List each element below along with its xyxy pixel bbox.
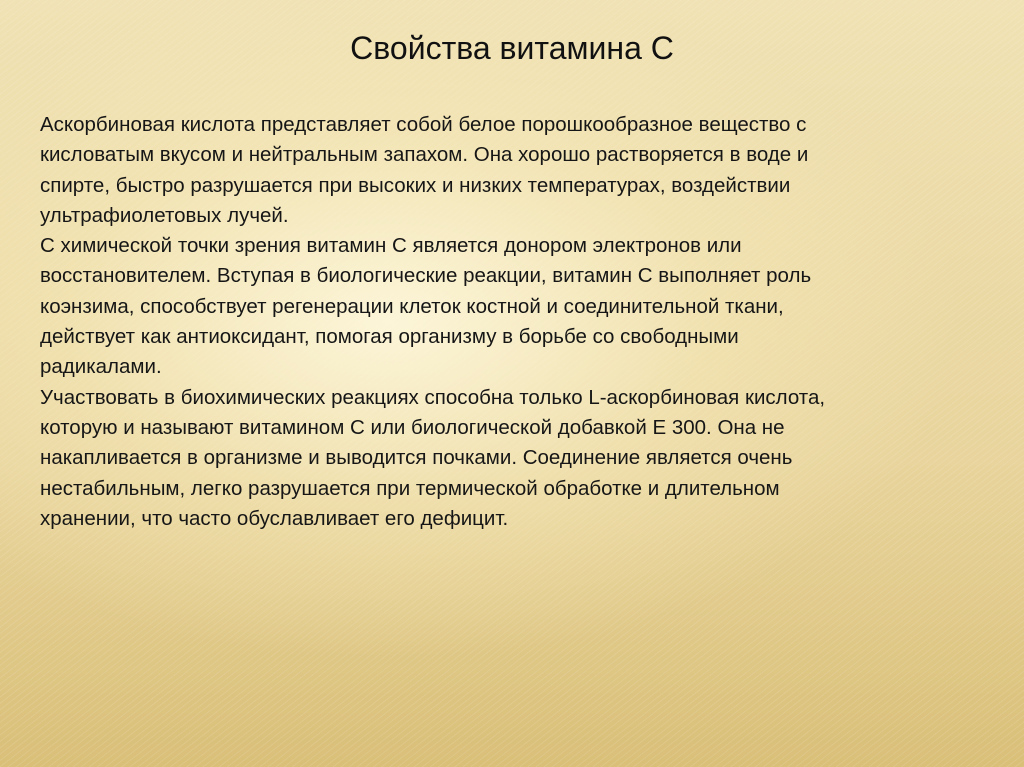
text-line: нестабильным, легко разрушается при термической обработке и длительном <box>40 476 780 500</box>
text-line: кисловатым вкусом и нейтральным запахом. Она хорошо растворяется в воде и <box>40 143 809 167</box>
text-line: ультрафиолетовых лучей. <box>40 203 289 227</box>
paragraph-properties <box>40 110 990 231</box>
text-line: коэнзима, способствует регенерации клеток костной и соединительной ткани, <box>40 294 784 318</box>
paragraph-biochemistry <box>40 383 990 534</box>
text-line: хранении, что часто обуславливает его дефицит. <box>40 506 509 530</box>
text-line: которую и называют витамином С или биологической добавкой Е 300. Она не <box>40 415 785 439</box>
text-line: Аскорбиновая кислота представляет собой белое порошкообразное вещество с <box>40 113 807 136</box>
text-line: накапливается в организме и выводится почками. Соединение является очень <box>40 446 793 470</box>
text-line: спирте, быстро разрушается при высоких и низких температурах, воздействии <box>40 173 791 197</box>
text-line: Участвовать в биохимических реакциях способна только L-аскорбиновая кислота, <box>40 385 826 409</box>
slide-body <box>40 110 990 534</box>
text-line: С химической точки зрения витамин С является донором электронов или <box>40 234 742 258</box>
paragraph-chemistry <box>40 231 990 382</box>
text-line: восстановителем. Вступая в биологические реакции, витамин С выполняет роль <box>40 264 812 288</box>
slide-title: Свойства витамина С <box>350 30 674 66</box>
text-line: действует как антиоксидант, помогая организму в борьбе со свободными <box>40 325 739 349</box>
text-line: радикалами. <box>40 355 162 379</box>
